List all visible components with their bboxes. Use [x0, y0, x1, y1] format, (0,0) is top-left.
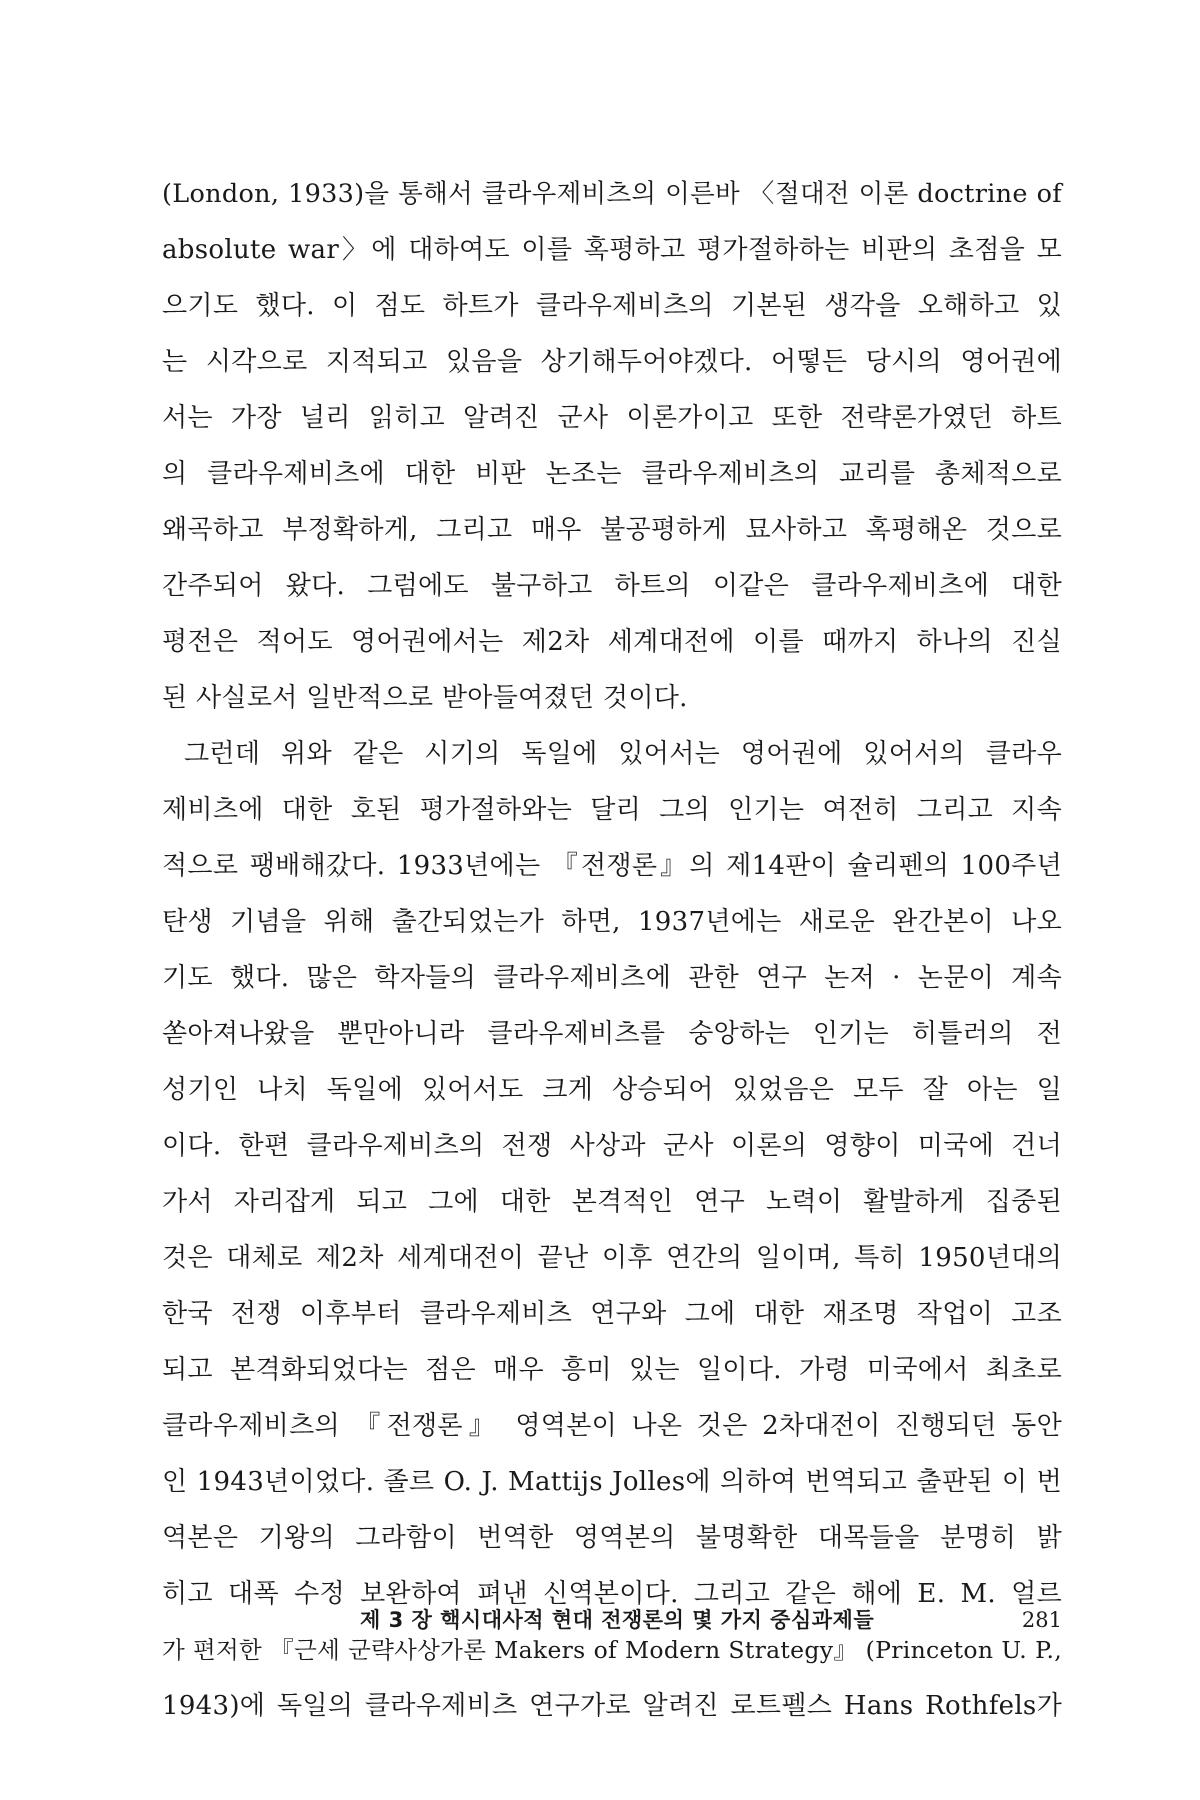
text-line: 1943)에 독일의 클라우제비츠 연구가로 알려진 로트펠스 Hans Rothfels가: [162, 1691, 1062, 1721]
text-line: 제비츠에 대한 호된 평가절하와는 달리 그의 인기는 여전히 그리고 지속: [162, 795, 1062, 825]
text-line: 쏟아져나왔을 뿐만아니라 클라우제비츠를 숭앙하는 인기는 히틀러의 전: [162, 1019, 1062, 1049]
text-line: 는 시각으로 지적되고 있음을 상기해두어야겠다. 어떻든 당시의 영어권에: [162, 347, 1062, 377]
text-line: 히고 대폭 수정 보완하여 펴낸 신역본이다. 그리고 같은 해에 E. M. 얼르: [162, 1579, 1062, 1609]
text-line: 인 1943년이었다. 졸르 O. J. Mattijs Jolles에 의하여 번역되고 출판된 이 번: [162, 1467, 1062, 1497]
text-line: 가서 자리잡게 되고 그에 대한 본격적인 연구 노력이 활발하게 집중된: [162, 1187, 1062, 1217]
text-line: 으기도 했다. 이 점도 하트가 클라우제비츠의 기본된 생각을 오해하고 있: [162, 291, 1062, 321]
text-line: 의 클라우제비츠에 대한 비판 논조는 클라우제비츠의 교리를 총체적으로: [162, 459, 1062, 489]
text-line: 된 사실로서 일반적으로 받아들여졌던 것이다.: [162, 683, 688, 713]
text-line: 성기인 나치 독일에 있어서도 크게 상승되어 있었음은 모두 잘 아는 일: [162, 1075, 1062, 1105]
paragraph-1: [162, 166, 1062, 726]
text-line: 평전은 적어도 영어권에서는 제2차 세계대전에 이를 때까지 하나의 진실: [162, 627, 1062, 657]
text-line: 적으로 팽배해갔다. 1933년에는 『전쟁론』의 제14판이 슐리펜의 100주년: [162, 851, 1062, 881]
text-line: 가 편저한 『근세 군략사상가론 Makers of Modern Strategy』 (Princeton U. P.,: [162, 1636, 1062, 1664]
text-line: absolute war〉에 대하여도 이를 혹평하고 평가절하하는 비판의 초점을 모: [162, 235, 1062, 265]
text-line: 기도 했다. 많은 학자들의 클라우제비츠에 관한 연구 논저 · 논문이 계속: [162, 963, 1062, 993]
paragraph-2: [162, 726, 1062, 1734]
text-line: 간주되어 왔다. 그럼에도 불구하고 하트의 이같은 클라우제비츠에 대한: [162, 571, 1062, 601]
text-line: 서는 가장 널리 읽히고 알려진 군사 이론가이고 또한 전략론가였던 하트: [162, 403, 1062, 433]
text-line: 그런데 위와 같은 시기의 독일에 있어서는 영어권에 있어서의 클라우: [184, 739, 1062, 769]
text-line: 왜곡하고 부정확하게, 그리고 매우 불공평하게 묘사하고 혹평해온 것으로: [162, 515, 1062, 545]
text-line: 한국 전쟁 이후부터 클라우제비츠 연구와 그에 대한 재조명 작업이 고조: [162, 1299, 1062, 1329]
body-text: [162, 166, 1062, 1734]
text-line: 이다. 한편 클라우제비츠의 전쟁 사상과 군사 이론의 영향이 미국에 건너: [162, 1131, 1062, 1161]
text-line: 역본은 기왕의 그라함이 번역한 영역본의 불명확한 대목들을 분명히 밝: [162, 1523, 1062, 1553]
text-line: 클라우제비츠의 『전쟁론』 영역본이 나온 것은 2차대전이 진행되던 동안: [162, 1411, 1062, 1441]
text-line: 것은 대체로 제2차 세계대전이 끝난 이후 연간의 일이며, 특히 1950년대의: [162, 1243, 1062, 1273]
page-footer: [360, 1600, 1062, 1640]
page-number: 281: [1021, 1608, 1062, 1632]
chapter-title: 제 3 장 핵시대사적 현대 전쟁론의 몇 가지 중심과제들: [360, 1608, 875, 1632]
text-line: 탄생 기념을 위해 출간되었는가 하면, 1937년에는 새로운 완간본이 나오: [162, 907, 1062, 937]
text-line: 되고 본격화되었다는 점은 매우 흥미 있는 일이다. 가령 미국에서 최초로: [162, 1355, 1062, 1385]
text-line: (London, 1933)을 통해서 클라우제비츠의 이른바 〈절대전 이론 doctrine of: [162, 179, 1062, 209]
